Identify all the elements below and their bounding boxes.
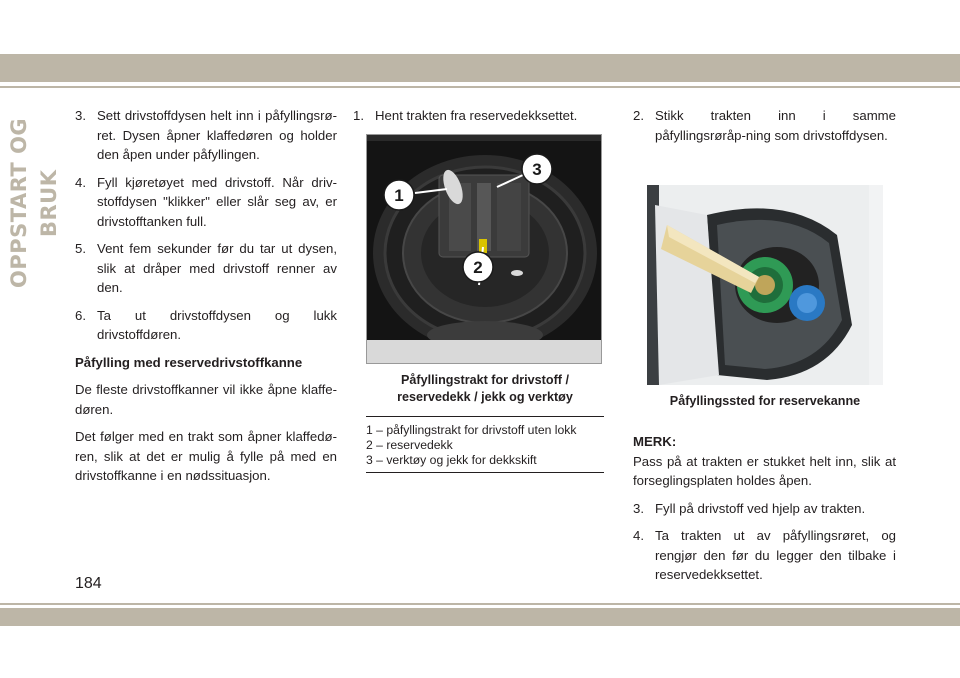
section-side-title: OPPSTART OG BRUK [7, 117, 61, 289]
step-text: Fyll kjøretøyet med drivstoff. Når driv-stoffdysen "klikker" eller slår seg av, er drivstofftanken full. [97, 174, 337, 229]
footer-rule [0, 603, 960, 605]
step-item [633, 106, 896, 145]
column-left [75, 106, 337, 494]
step-item [75, 306, 337, 345]
callout-3-label: 3 [532, 159, 542, 179]
step-item [75, 173, 337, 232]
note-block [633, 432, 896, 491]
step-number: 5. [75, 241, 86, 256]
legend-item: 2 – reservedekk [366, 437, 453, 452]
step-item [75, 239, 337, 298]
header-band [0, 54, 960, 82]
page-number: 184 [75, 575, 102, 592]
step-number: 2. [633, 108, 644, 123]
step-item [633, 526, 896, 585]
filler-neck-photo [647, 185, 883, 385]
paragraph: De fleste drivstoffkanner vil ikke åpne klaffe-døren. [75, 382, 337, 417]
figure-legend [366, 417, 604, 473]
step-text: Hent trakten fra reservedekksettet. [375, 108, 578, 123]
figure-caption: Påfyllingssted for reservekanne [669, 394, 861, 408]
legend-item: 3 – verktøy og jekk for dekkskift [366, 452, 537, 467]
paragraph: Det følger med en trakt som åpner klaffedø-ren, slik at det er mulig å fylle på med en drivstoffkanne i en nødssituasjon. [75, 429, 337, 483]
column-right [633, 106, 896, 593]
callout-1-label: 1 [394, 185, 404, 205]
step-number: 4. [633, 528, 644, 543]
step-text: Vent fem sekunder før du tar ut dysen, slik at dråper med drivstoff renner av den. [97, 241, 337, 295]
step-number: 6. [75, 307, 86, 323]
step-number: 3. [75, 108, 86, 123]
column-middle [353, 106, 603, 473]
footer-band [0, 608, 960, 626]
note-text: Pass på at trakten er stukket helt inn, slik at forseglingsplaten holdes åpen. [633, 453, 896, 488]
step-text: Ta ut drivstoffdysen og lukk drivstoffdøren. [97, 307, 337, 342]
header-rule [0, 86, 960, 88]
figure-caption: Påfyllingstrakt for drivstoff / reservedekk / jekk og verktøy [366, 372, 604, 417]
step-item [353, 106, 603, 126]
fuel-filler-illustration [647, 185, 883, 385]
step-text: Ta trakten ut av påfyllingsrøret, og rengjør den før du legger den tilbake i reservedekksettet. [655, 528, 896, 582]
callout-2-label: 2 [473, 257, 483, 277]
step-text: Fyll på drivstoff ved hjelp av trakten. [655, 500, 866, 516]
step-text: Sett drivstoffdysen helt inn i påfyllingsrø-ret. Dysen åpner klaffedøren og holder den åpen under påfyllingen. [97, 108, 337, 162]
subheading: Påfylling med reservedrivstoffkanne [75, 354, 303, 370]
legend-item: 1 – påfyllingstrakt for drivstoff uten lokk [366, 422, 577, 437]
step-number: 4. [75, 174, 86, 190]
step-item [75, 106, 337, 165]
spare-wheel-kit-photo [366, 134, 602, 364]
step-number: 1. [353, 108, 364, 123]
step-text: Stikk trakten inn i samme påfyllingsrøråp-ning som drivstoffdysen. [655, 108, 896, 143]
note-label: MERK: [633, 434, 677, 449]
step-item [633, 499, 896, 519]
spare-wheel-illustration [367, 135, 602, 364]
step-number: 3. [633, 500, 644, 516]
